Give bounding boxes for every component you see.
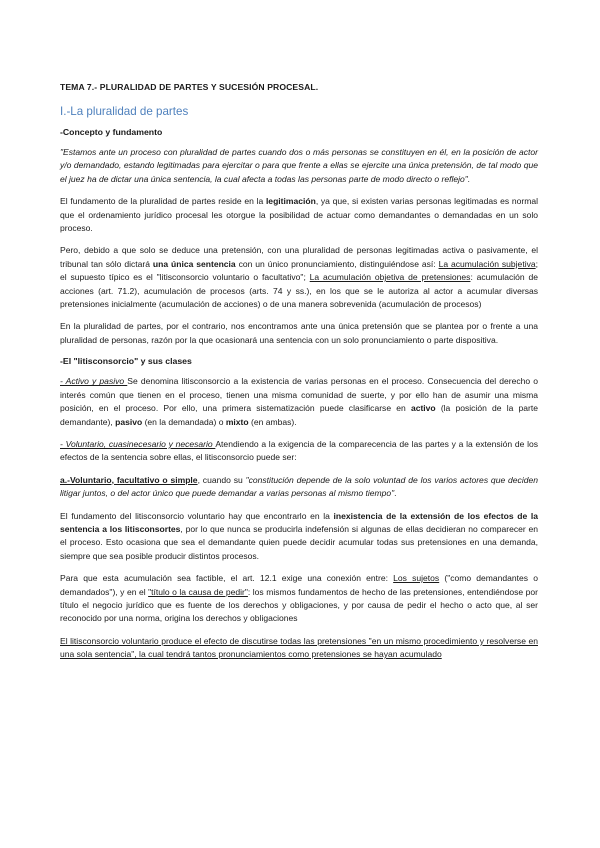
paragraph-acumulacion [60, 244, 538, 311]
text-run-underlined: La acumulación objetiva de pretensiones [309, 272, 471, 283]
litisconsorcio-heading: -El "litisconsorcio" y sus clases [60, 356, 192, 367]
text-run-bold: inexistencia de la extensión de los efectos de la sentencia a los litisconsortes [60, 510, 538, 534]
text-run: ("como demandantes o demandados"), y en el [60, 573, 538, 597]
paragraph-activo-pasivo [60, 375, 538, 429]
text-run: : los mismos fundamentos de hecho de las pretensiones, entendiéndose por título el negocio jurídico que es fuente de los derechos y obligaciones, y por causa de pedir el hecho o acto que, al ser reconocido por una norma, origina los derechos y obligaciones [60, 586, 538, 624]
paragraph-voluntario-def [60, 474, 538, 501]
text-run-bold: pasivo [115, 416, 143, 427]
text-run-underlined-italic: - Voluntario, cuasinecesario y necesario [60, 438, 216, 449]
text-run: Se denomina litisconsorcio a la existencia de varias personas en el proceso. Consecuencia del derecho o interés común que tienen en el proceso, tienen una misma comunidad de suerte, y por ello han de asumir una misma posición, en el proceso. Por ello, una primera sistematización puede clasificarse en [60, 376, 538, 414]
text-run: , por lo que nunca se producirla indefensión si algunas de ellas decidieran no comparecer en el proceso. Esto ocasiona que sea el demandante quien puede decidir acumular todas sus pretensiones en una demanda, siempre que sea posible producir distintos procesos. [60, 523, 538, 561]
text-run: Pero, debido a que solo se deduce una pretensión, con una pluralidad de personas legitimadas activa o pasivamente, el tribunal tan sólo dictará [60, 245, 538, 269]
paragraph-efecto: El litisconsorcio voluntario produce el efecto de discutirse todas las pretensiones "en un mismo procedimiento y resolverse en una sola sentencia", la cual tendrá tantos pronunciamientos como pretensiones se hayan acumulado [60, 635, 538, 660]
text-run: El fundamento de la pluralidad de partes reside en la [60, 196, 266, 207]
section-heading: I.-La pluralidad de partes [60, 105, 189, 118]
text-run: Atendiendo a la exigencia de la comparecencia de las partes y a la extensión de los efectos de la sentencia sobre ellas, el litisconsorcio puede ser: [60, 438, 538, 463]
text-run: , ya que, si existen varias personas legitimadas es normal que el ordenamiento jurídico procesal les otorgue la posibilidad de actuar como demandantes o demandadas en un solo proceso. [60, 196, 538, 234]
text-run-bold-underlined: a.-Voluntario, facultativo o simple [60, 474, 198, 485]
paragraph-conexion [60, 572, 538, 626]
paragraph-fundamento [60, 195, 538, 235]
text-run: (en la demandada) o [142, 416, 226, 427]
text-run: (en ambas). [248, 416, 297, 427]
text-run: . [394, 488, 397, 499]
paragraph-pluralidad: En la pluralidad de partes, por el contrario, nos encontramos ante una única pretensión que se plantea por o frente a una pluralidad de personas, razón por la que ocasionará una sentencia con un solo pronunciamiento o parte dispositiva. [60, 321, 538, 345]
concepto-heading: -Concepto y fundamento [60, 127, 163, 137]
text-run-bold: mixto [225, 416, 249, 427]
text-run-italic: "constitución depende de la solo voluntad de los varios actores que deciden litigar juntos, o del actor único que puede demandar a varias personas al mismo tiempo" [60, 474, 538, 499]
paragraph-voluntario-necesario [60, 438, 538, 465]
text-run-underlined: "título o la causa de pedir" [148, 586, 248, 597]
text-run: , cuando su [197, 474, 246, 485]
document-title: TEMA 7.- PLURALIDAD DE PARTES Y SUCESIÓN PROCESAL. [60, 82, 319, 92]
text-run-bold: una única sentencia [152, 258, 236, 269]
text-run: El fundamento del litisconsorcio voluntario hay que encontrarlo en la [60, 510, 334, 521]
text-run: ; el supuesto típico es el "litisconsorcio voluntario o facultativo"; [60, 258, 538, 283]
definition-quote: "Estamos ante un proceso con pluralidad de partes cuando dos o más personas se constituyen en él, en la posición de actor y/o demandado, estando legitimadas para ejercitar o para que frente a ellas se ejercite una única pretensión, de tal modo que el juez ha de dictar una única sentencia, la cual afecta a todas las personas parte de modo directo o reflejo". [60, 147, 538, 184]
text-run: con un único pronunciamiento, distinguiéndose así: [235, 258, 439, 269]
text-run-bold: activo [410, 403, 436, 414]
paragraph-fundamento-voluntario [60, 510, 538, 564]
text-run-underlined-italic: - Activo y pasivo [60, 376, 128, 387]
text-run-underlined: Los sujetos [393, 573, 440, 584]
text-run: : acumulación de acciones (art. 71.2), acumulación de procesos (arts. 74 y ss.), en los que se le autoriza al actor a acumular diversas pretensiones inicialmente (acumulación de acciones) o de una manera sobrevenida (acumulación de procesos) [60, 272, 538, 310]
text-run-underlined: La acumulación subjetiva [438, 258, 536, 269]
text-run-bold: legitimación [265, 196, 316, 207]
text-run: Para que esta acumulación sea factible, el art. 12.1 exige una conexión entre: [60, 573, 394, 584]
text-run: (la posición de la parte demandante), [60, 403, 538, 427]
